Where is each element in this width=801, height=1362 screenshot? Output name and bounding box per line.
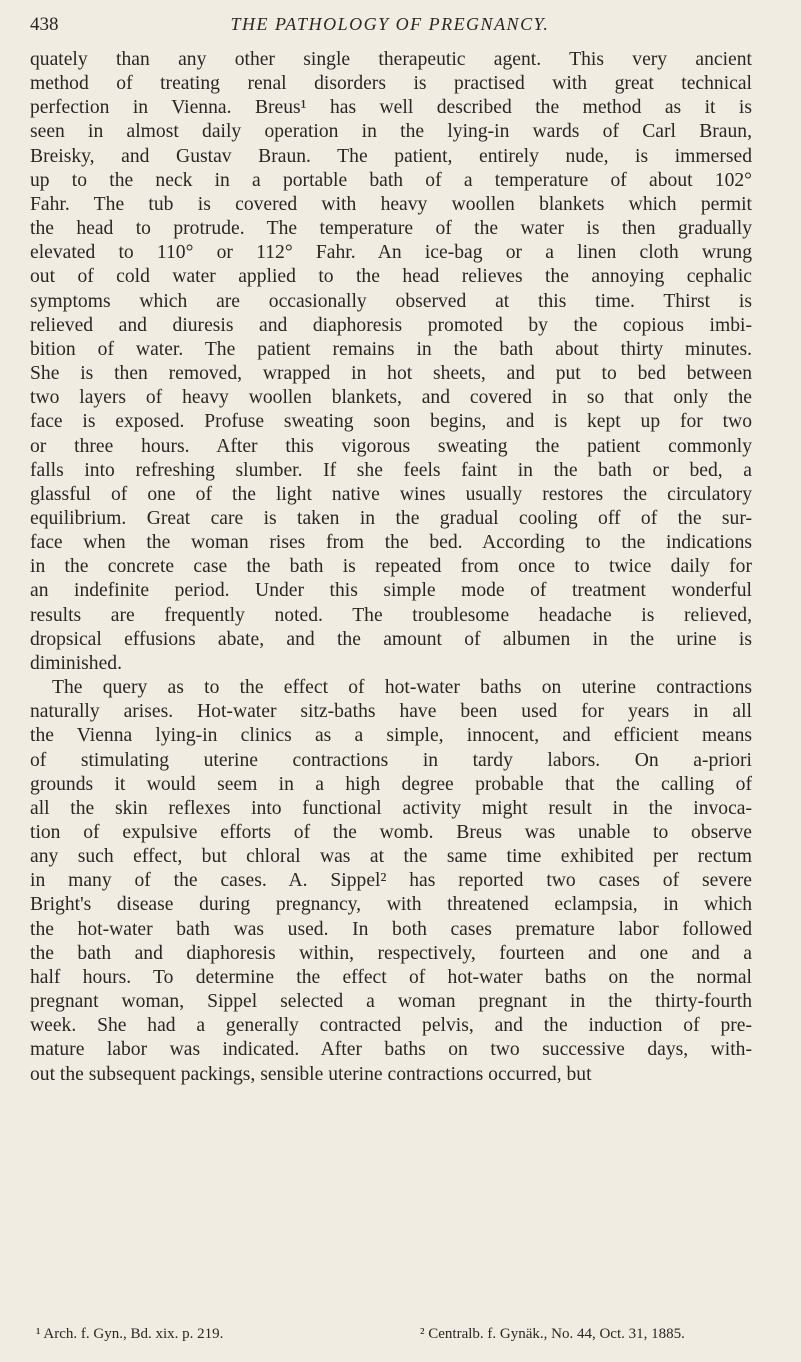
running-head xyxy=(30,14,750,40)
text-line: the head to protrude. The temperature of the water is then gradually xyxy=(30,218,752,240)
text-line: mature labor was indicated. After baths on two successive days, with- xyxy=(30,1039,752,1061)
text-line: week. She had a generally contracted pelvis, and the induction of pre- xyxy=(30,1015,752,1037)
text-line: diminished. xyxy=(30,652,122,674)
text-line: Bright's disease during pregnancy, with threatened eclampsia, in which xyxy=(30,894,752,916)
page-number: 438 xyxy=(30,14,59,35)
text-line: naturally arises. Hot-water sitz-baths have been used for years in all xyxy=(30,701,752,723)
text-line: method of treating renal disorders is practised with great technical xyxy=(30,73,752,95)
text-line: an indefinite period. Under this simple mode of treatment wonderful xyxy=(30,580,752,602)
text-line: two layers of heavy woollen blankets, and covered in so that only the xyxy=(30,387,752,409)
text-line: falls into refreshing slumber. If she feels faint in the bath or bed, a xyxy=(30,459,752,481)
text-line: of stimulating uterine contractions in tardy labors. On a-priori xyxy=(30,749,752,771)
body-text xyxy=(30,48,752,1087)
text-line: face is exposed. Profuse sweating soon begins, and is kept up for two xyxy=(30,411,752,433)
text-line: grounds it would seem in a high degree probable that the calling of xyxy=(30,773,752,795)
paragraph-2 xyxy=(30,676,752,1087)
text-line: up to the neck in a portable bath of a temperature of about 102° xyxy=(30,169,752,191)
text-line: equilibrium. Great care is taken in the gradual cooling off of the sur- xyxy=(30,507,752,529)
text-line: out of cold water applied to the head relieves the annoying cephalic xyxy=(30,266,752,288)
text-line: perfection in Vienna. Breus¹ has well described the method as it is xyxy=(30,97,752,119)
text-line: relieved and diuresis and diaphoresis promoted by the copious imbi- xyxy=(30,314,752,336)
text-line: pregnant woman, Sippel selected a woman pregnant in the thirty-fourth xyxy=(30,991,752,1013)
text-line: She is then removed, wrapped in hot sheets, and put to bed between xyxy=(30,363,752,385)
text-line: glassful of one of the light native wines usually restores the circulatory xyxy=(30,483,752,505)
text-line: the bath and diaphoresis within, respectively, fourteen and one and a xyxy=(30,942,752,964)
text-line: face when the woman rises from the bed. According to the indications xyxy=(30,532,752,554)
running-title: THE PATHOLOGY OF PREGNANCY. xyxy=(230,14,550,34)
text-line: seen in almost daily operation in the lying-in wards of Carl Braun, xyxy=(30,121,752,143)
text-line: bition of water. The patient remains in the bath about thirty minutes. xyxy=(30,338,752,360)
text-line: in many of the cases. A. Sippel² has reported two cases of severe xyxy=(30,870,752,892)
text-line: or three hours. After this vigorous sweating the patient commonly xyxy=(30,435,752,457)
text-line: dropsical effusions abate, and the amount of albumen in the urine is xyxy=(30,628,752,650)
footnotes xyxy=(30,1326,752,1348)
text-line: all the skin reflexes into functional activity might result in the invoca- xyxy=(30,797,752,819)
text-line: out the subsequent packings, sensible uterine contractions occurred, but xyxy=(30,1063,592,1085)
text-line: half hours. To determine the effect of hot-water baths on the normal xyxy=(30,966,752,988)
text-line: quately than any other single therapeutic agent. This very ancient xyxy=(30,49,752,70)
footnote-2: ² Centralb. f. Gynäk., No. 44, Oct. 31, 1885. xyxy=(420,1326,685,1342)
text-line: Fahr. The tub is covered with heavy woollen blankets which permit xyxy=(30,193,752,215)
text-line: the hot-water bath was used. In both cases premature labor followed xyxy=(30,918,752,940)
text-line: any such effect, but chloral was at the same time exhibited per rectum xyxy=(30,846,752,868)
text-line: in the concrete case the bath is repeated from once to twice daily for xyxy=(30,556,752,578)
text-line: tion of expulsive efforts of the womb. Breus was unable to observe xyxy=(30,822,752,843)
paragraph-1 xyxy=(30,48,752,676)
footnote-1: ¹ Arch. f. Gyn., Bd. xix. p. 219. xyxy=(36,1326,224,1342)
text-line: symptoms which are occasionally observed at this time. Thirst is xyxy=(30,290,752,312)
text-line: Breisky, and Gustav Braun. The patient, entirely nude, is immersed xyxy=(30,145,752,167)
text-line: elevated to 110° or 112° Fahr. An ice-bag or a linen cloth wrung xyxy=(30,242,752,264)
text-line: The query as to the effect of hot-water baths on uterine contractions xyxy=(52,677,752,699)
text-line: the Vienna lying-in clinics as a simple, innocent, and efficient means xyxy=(30,725,752,747)
text-line: results are frequently noted. The troublesome headache is relieved, xyxy=(30,604,752,626)
